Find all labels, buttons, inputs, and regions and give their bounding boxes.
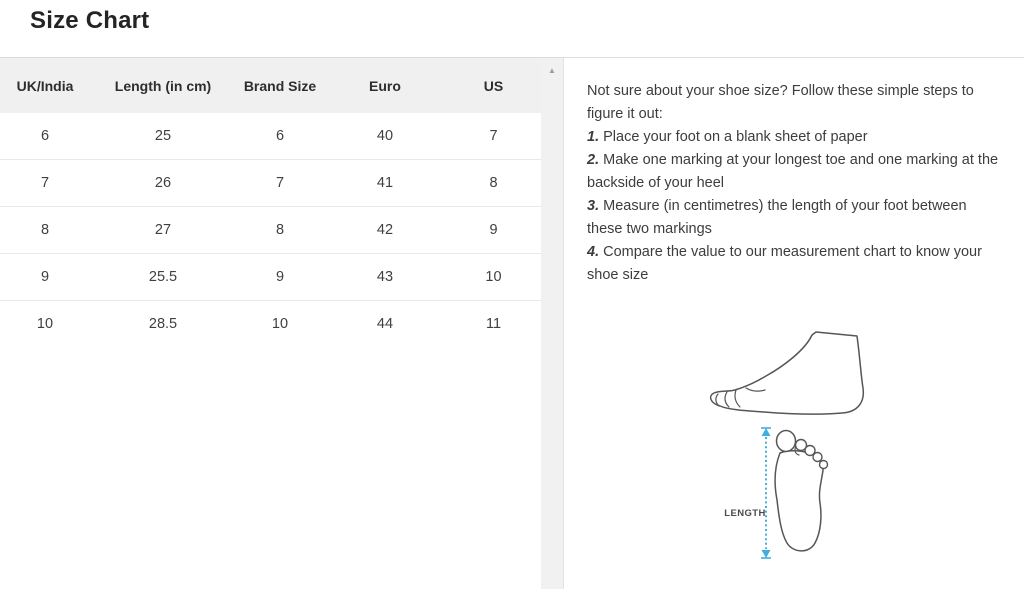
cell-uk-india: 10 xyxy=(0,301,90,348)
cell-length: 25 xyxy=(90,113,236,160)
cell-brand-size: 10 xyxy=(236,301,324,348)
table-row xyxy=(0,160,541,207)
cell-length: 25.5 xyxy=(90,254,236,301)
step-text: Measure (in centimetres) the length of your foot between these two markings xyxy=(587,198,967,237)
scrollbar-track[interactable] xyxy=(541,58,564,589)
size-table-header-row xyxy=(0,58,541,113)
cell-uk-india: 6 xyxy=(0,113,90,160)
instructions-text xyxy=(587,80,1003,287)
column-header-euro: Euro xyxy=(324,58,446,113)
size-table xyxy=(0,58,541,347)
column-header-us: US xyxy=(446,58,541,113)
cell-euro: 42 xyxy=(324,207,446,254)
table-row xyxy=(0,301,541,348)
size-chart-content xyxy=(0,57,1024,589)
step-text: Compare the value to our measurement chart to know your shoe size xyxy=(587,244,982,283)
cell-us: 8 xyxy=(446,160,541,207)
table-row xyxy=(0,254,541,301)
cell-us: 9 xyxy=(446,207,541,254)
step-number: 4. xyxy=(587,244,600,260)
instructions-intro: Not sure about your shoe size? Follow these simple steps to figure it out: xyxy=(587,83,974,122)
instructions-pane xyxy=(564,58,1024,589)
step-number: 3. xyxy=(587,198,600,214)
cell-uk-india: 9 xyxy=(0,254,90,301)
column-header-length: Length (in cm) xyxy=(90,58,236,113)
step-text: Place your foot on a blank sheet of paper xyxy=(603,129,868,145)
page-title: Size Chart xyxy=(30,7,150,34)
step-number: 2. xyxy=(587,152,600,168)
instruction-step xyxy=(587,195,1003,241)
cell-us: 10 xyxy=(446,254,541,301)
cell-brand-size: 8 xyxy=(236,207,324,254)
cell-length: 28.5 xyxy=(90,301,236,348)
cell-length: 27 xyxy=(90,207,236,254)
cell-uk-india: 7 xyxy=(0,160,90,207)
instruction-step xyxy=(587,241,1003,287)
cell-uk-india: 8 xyxy=(0,207,90,254)
foot-length-measure-icon xyxy=(710,424,848,562)
instruction-step xyxy=(587,149,1003,195)
cell-brand-size: 7 xyxy=(236,160,324,207)
instruction-step xyxy=(587,126,1003,149)
cell-euro: 44 xyxy=(324,301,446,348)
column-header-uk-india: UK/India xyxy=(0,58,90,113)
size-table-pane xyxy=(0,58,541,589)
cell-brand-size: 9 xyxy=(236,254,324,301)
cell-length: 26 xyxy=(90,160,236,207)
cell-us: 11 xyxy=(446,301,541,348)
cell-us: 7 xyxy=(446,113,541,160)
table-row xyxy=(0,113,541,160)
scroll-up-icon[interactable]: ▲ xyxy=(548,65,556,75)
cell-brand-size: 6 xyxy=(236,113,324,160)
length-label: LENGTH xyxy=(724,508,766,519)
cell-euro: 43 xyxy=(324,254,446,301)
table-row xyxy=(0,207,541,254)
column-header-brand-size: Brand Size xyxy=(236,58,324,113)
cell-euro: 41 xyxy=(324,160,446,207)
step-number: 1. xyxy=(587,129,600,145)
cell-euro: 40 xyxy=(324,113,446,160)
step-text: Make one marking at your longest toe and one marking at the backside of your heel xyxy=(587,152,999,191)
foot-side-view-icon xyxy=(704,326,869,420)
